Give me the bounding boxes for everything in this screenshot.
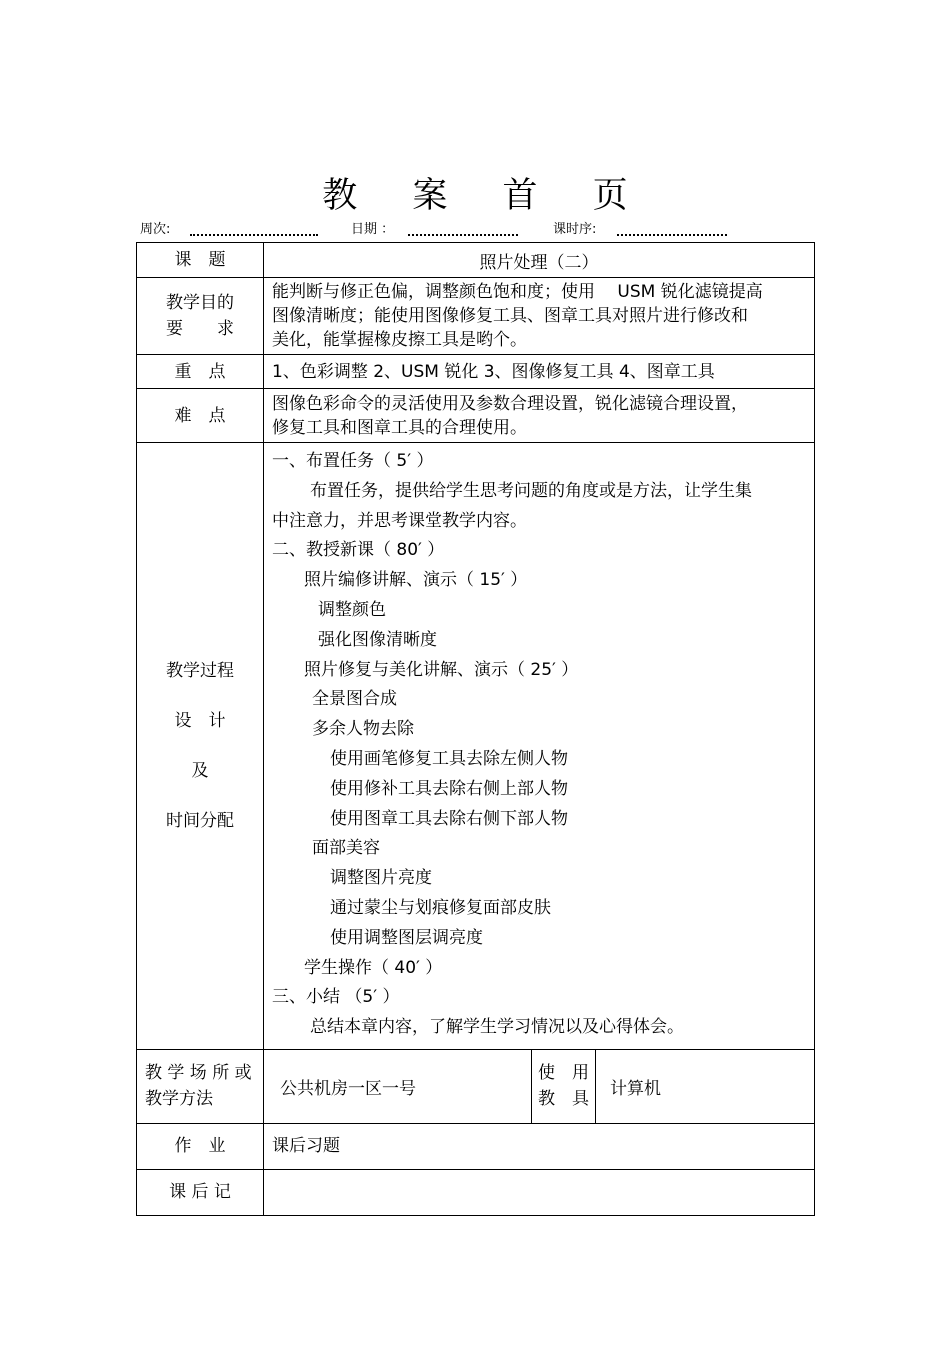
objective-row bbox=[137, 278, 815, 355]
objective-line: 美化，能掌握橡皮擦工具是哟个。 bbox=[272, 330, 527, 350]
homework-value: 课后习题 bbox=[264, 1123, 815, 1169]
process-line: 通过蒙尘与划痕修复面部皮肤 bbox=[330, 897, 551, 918]
process-line: 二、教授新课（ 80′ ） bbox=[272, 540, 445, 561]
difficulties-value bbox=[264, 389, 815, 443]
key-points-value: 1、色彩调整 2、USM 锐化 3、图像修复工具 4、图章工具 bbox=[264, 355, 815, 389]
process-label bbox=[137, 443, 264, 1050]
process-line: 中注意力，并思考课堂教学内容。 bbox=[272, 510, 527, 531]
process-label-line: 教学过程 bbox=[166, 660, 234, 681]
date-label: 日期 ： bbox=[351, 222, 395, 237]
objective-label-line: 要 求 bbox=[166, 319, 234, 339]
process-line: 多余人物去除 bbox=[312, 719, 414, 740]
homework-label: 作 业 bbox=[137, 1123, 264, 1169]
topic-row bbox=[137, 243, 815, 278]
objective-value bbox=[264, 278, 815, 355]
venue-label-line: 教 学 场 所 或 bbox=[145, 1063, 252, 1084]
page-title: 教 案 首 页 bbox=[322, 176, 650, 216]
order-field bbox=[617, 223, 727, 236]
venue-label bbox=[137, 1049, 264, 1123]
process-line: 布置任务，提供给学生思考问题的角度或是方法，让学生集 bbox=[310, 480, 752, 501]
process-line: 总结本章内容，了解学生学习情况以及心得体会。 bbox=[310, 1017, 684, 1038]
difficulties-label: 难 点 bbox=[137, 389, 264, 443]
process-line: 照片修复与美化讲解、演示（ 25′ ） bbox=[304, 659, 579, 680]
tools-value: 计算机 bbox=[596, 1049, 815, 1123]
process-content bbox=[264, 443, 815, 1050]
process-line: 一、布置任务（ 5′ ） bbox=[272, 451, 434, 471]
week-label: 周次: bbox=[140, 222, 171, 237]
order-label: 课时序: bbox=[553, 222, 597, 237]
difficulties-line: 图像色彩命令的灵活使用及参数合理设置，锐化滤镜合理设置， bbox=[272, 393, 748, 414]
notes-value[interactable] bbox=[264, 1169, 815, 1215]
tools-label bbox=[532, 1049, 596, 1123]
topic-label: 课 题 bbox=[137, 243, 264, 278]
process-row bbox=[137, 443, 815, 1050]
process-line: 使用图章工具去除右侧下部人物 bbox=[330, 808, 568, 829]
tools-label-line: 教 具 bbox=[538, 1089, 589, 1110]
objective-line: 能判断与修正色偏，调整颜色饱和度；使用 USM 锐化滤镜提高 bbox=[272, 282, 763, 302]
tools-label-line: 使 用 bbox=[538, 1063, 589, 1084]
process-line: 使用画笔修复工具去除左侧人物 bbox=[330, 748, 568, 769]
process-line: 照片编修讲解、演示（ 15′ ） bbox=[304, 570, 528, 591]
week-field bbox=[190, 223, 318, 236]
objective-label bbox=[137, 278, 264, 355]
notes-row bbox=[137, 1169, 815, 1215]
process-label-line: 及 bbox=[191, 760, 209, 781]
process-label-line: 设 计 bbox=[174, 710, 226, 731]
topic-value: 照片处理（二） bbox=[264, 243, 815, 278]
difficulties-row bbox=[137, 389, 815, 443]
process-label-line: 时间分配 bbox=[166, 810, 234, 831]
venue-value: 公共机房一区一号 bbox=[264, 1049, 532, 1123]
process-line: 三、小结 （5′ ） bbox=[272, 987, 400, 1008]
process-line: 全景图合成 bbox=[312, 689, 397, 710]
process-line: 强化图像清晰度 bbox=[318, 629, 437, 650]
process-line: 使用修补工具去除右侧上部人物 bbox=[330, 778, 568, 799]
key-points-label: 重 点 bbox=[137, 355, 264, 389]
process-line: 调整颜色 bbox=[318, 599, 386, 620]
process-line: 学生操作（ 40′ ） bbox=[304, 957, 443, 978]
objective-label-line: 教学目的 bbox=[166, 293, 234, 313]
process-line: 调整图片亮度 bbox=[330, 868, 432, 889]
date-field bbox=[408, 223, 518, 236]
homework-row bbox=[137, 1123, 815, 1169]
notes-label: 课 后 记 bbox=[137, 1169, 264, 1215]
venue-label-line: 教学方法 bbox=[145, 1089, 213, 1110]
venue-row bbox=[137, 1049, 815, 1123]
lesson-plan-table bbox=[136, 242, 815, 1216]
process-line: 使用调整图层调亮度 bbox=[330, 927, 483, 948]
objective-line: 图像清晰度；能使用图像修复工具、图章工具对照片进行修改和 bbox=[272, 306, 748, 326]
key-points-row bbox=[137, 355, 815, 389]
difficulties-line: 修复工具和图章工具的合理使用。 bbox=[272, 417, 527, 438]
process-line: 面部美容 bbox=[312, 838, 380, 859]
